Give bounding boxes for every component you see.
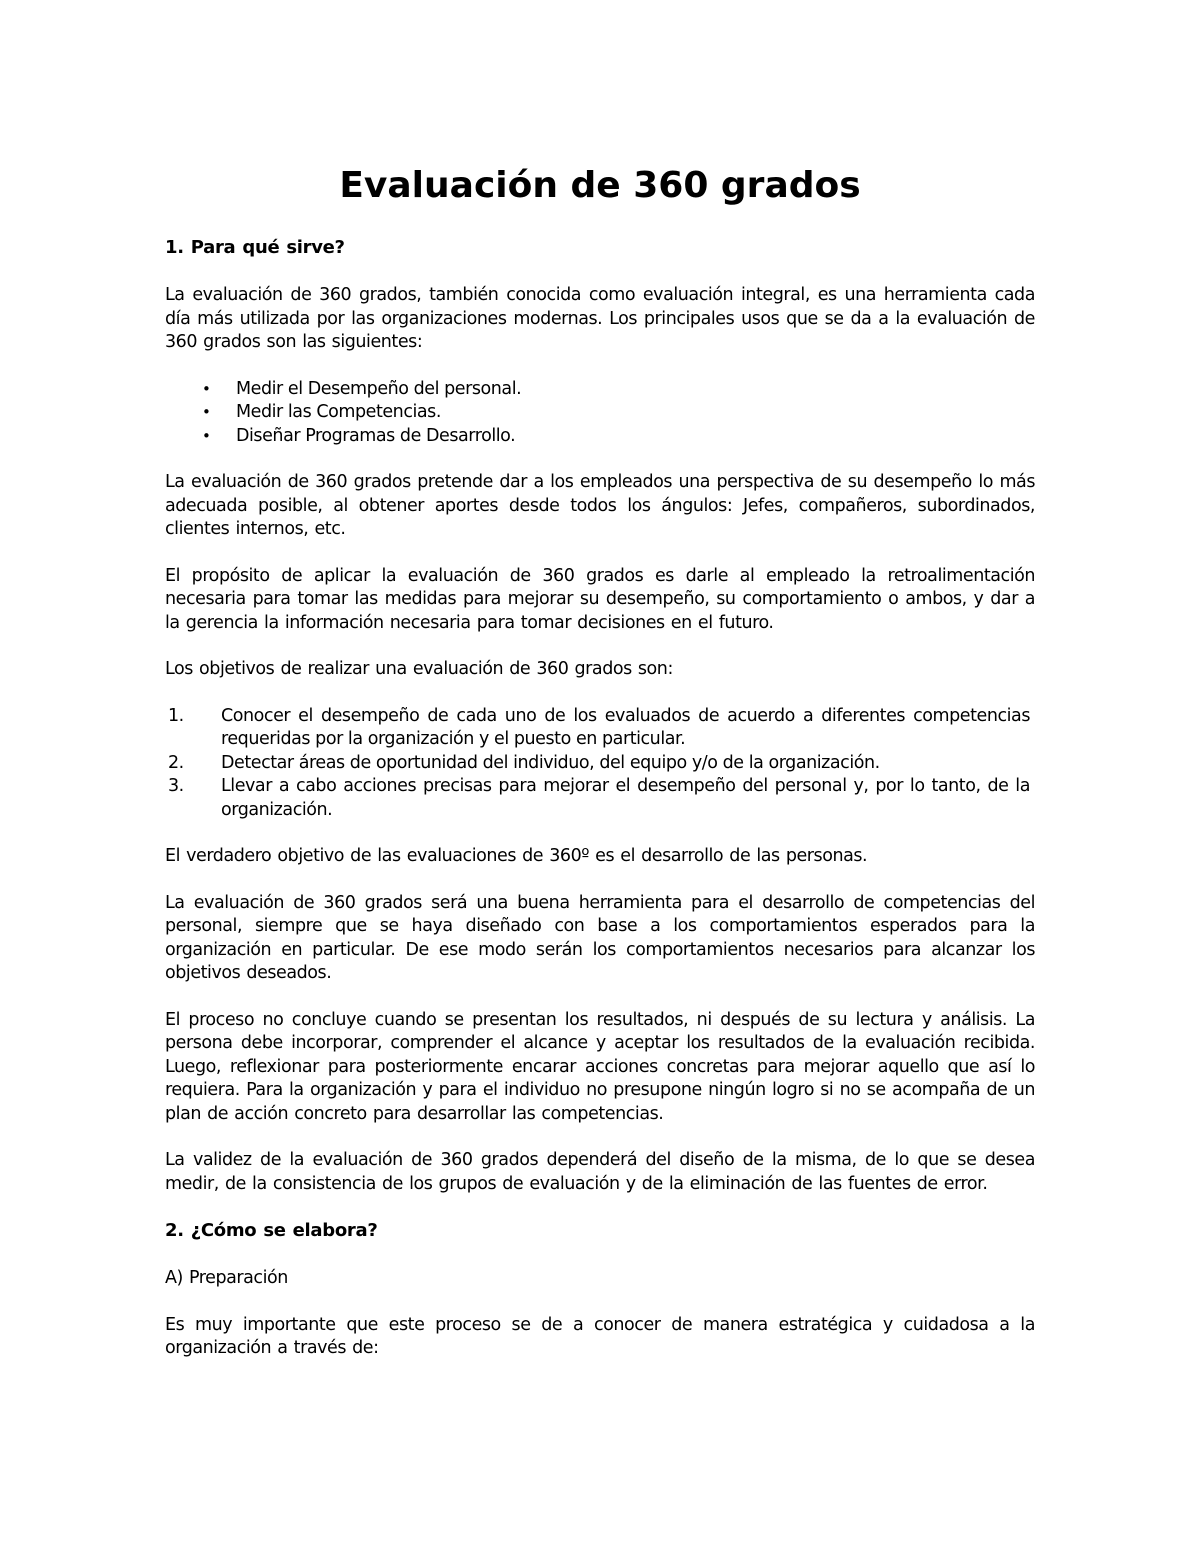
subheading-preparacion: A) Preparación [165, 1268, 288, 1288]
paragraph-perspectiva: La evaluación de 360 grados pretende dar a los empleados una perspectiva de su desempeño lo más adecuada posible, al obtener aportes desde todos los ángulos: Jefes, compañeros, subordinados, clientes internos, etc. [165, 472, 1035, 539]
list-item-number: 2. [168, 752, 184, 773]
uses-bullet-list [165, 378, 1035, 449]
bullet-icon: • [202, 379, 211, 398]
paragraph-proposito: El propósito de aplicar la evaluación de 360 grados es darle al empleado la retroalimentación necesaria para tomar las medidas para mejorar su desempeño, su comportamiento o ambos, y dar a la gerencia la información necesaria para tomar decisiones en el futuro. [165, 565, 1035, 633]
list-item-text: Llevar a cabo acciones precisas para mejorar el desempeño del personal y, por lo tanto, de la organización. [221, 776, 1030, 820]
paragraph-importante: Es muy importante que este proceso se de a conocer de manera estratégica y cuidadosa a la organización a través de: [165, 1314, 1035, 1358]
list-item [165, 401, 1035, 425]
paragraph-herramienta: La evaluación de 360 grados será una buena herramienta para el desarrollo de competencias del personal, siempre que se haya diseñado con base a los comportamientos esperados para la organización en particular. De ese modo serán los comportamientos necesarios para alcanzar los objetivos deseados. [165, 892, 1035, 983]
list-item-text: Diseñar Programas de Desarrollo. [236, 425, 516, 446]
section-heading-para-que-sirve: 1. Para qué sirve? [165, 237, 345, 258]
list-item-text: Conocer el desempeño de cada uno de los evaluados de acuerdo a diferentes competencias requeridas por la organización y el puesto en particular. [221, 705, 1030, 749]
list-item [165, 425, 1035, 449]
paragraph-objetivos-intro: Los objetivos de realizar una evaluación de 360 grados son: [165, 659, 673, 679]
list-item [165, 752, 1030, 776]
paragraph-verdadero-objetivo: El verdadero objetivo de las evaluaciones de 360º es el desarrollo de las personas. [165, 846, 868, 866]
paragraph-intro: La evaluación de 360 grados, también conocida como evaluación integral, es una herramienta cada día más utilizada por las organizaciones modernas. Los principales usos que se da a la evaluación de 360 grados son las siguientes: [165, 285, 1035, 352]
document-title: Evaluación de 360 grados [339, 165, 861, 206]
objectives-numbered-list [165, 705, 1030, 823]
list-item-text: Medir las Competencias. [236, 402, 441, 422]
list-item [165, 705, 1030, 752]
list-item-number: 1. [168, 705, 184, 726]
bullet-icon: • [202, 426, 211, 445]
paragraph-proceso: El proceso no concluye cuando se presentan los resultados, ni después de su lectura y análisis. La persona debe incorporar, comprender el alcance y aceptar los resultados de la evaluación recibida. Luego, reflexionar para posteriormente encarar acciones concretas para mejorar aquello que así lo requiera. Para la organización y para el individuo no presupone ningún logro si no se acompaña de un plan de acción concreto para desarrollar las competencias. [165, 1009, 1035, 1124]
list-item-text: Detectar áreas de oportunidad del individuo, del equipo y/o de la organización. [221, 752, 880, 773]
bullet-icon: • [202, 403, 211, 421]
list-item-number: 3. [168, 776, 184, 796]
document-page [165, 0, 1035, 1553]
list-item [165, 378, 1035, 402]
document-body [165, 236, 1035, 1384]
paragraph-validez: La validez de la evaluación de 360 grados dependerá del diseño de la misma, de lo que se desea medir, de la consistencia de los grupos de evaluación y de la eliminación de las fuentes de error. [165, 1150, 1035, 1194]
list-item-text: Medir el Desempeño del personal. [236, 378, 522, 399]
section-heading-como-se-elabora: 2. ¿Cómo se elabora? [165, 1220, 378, 1241]
list-item [165, 775, 1030, 822]
